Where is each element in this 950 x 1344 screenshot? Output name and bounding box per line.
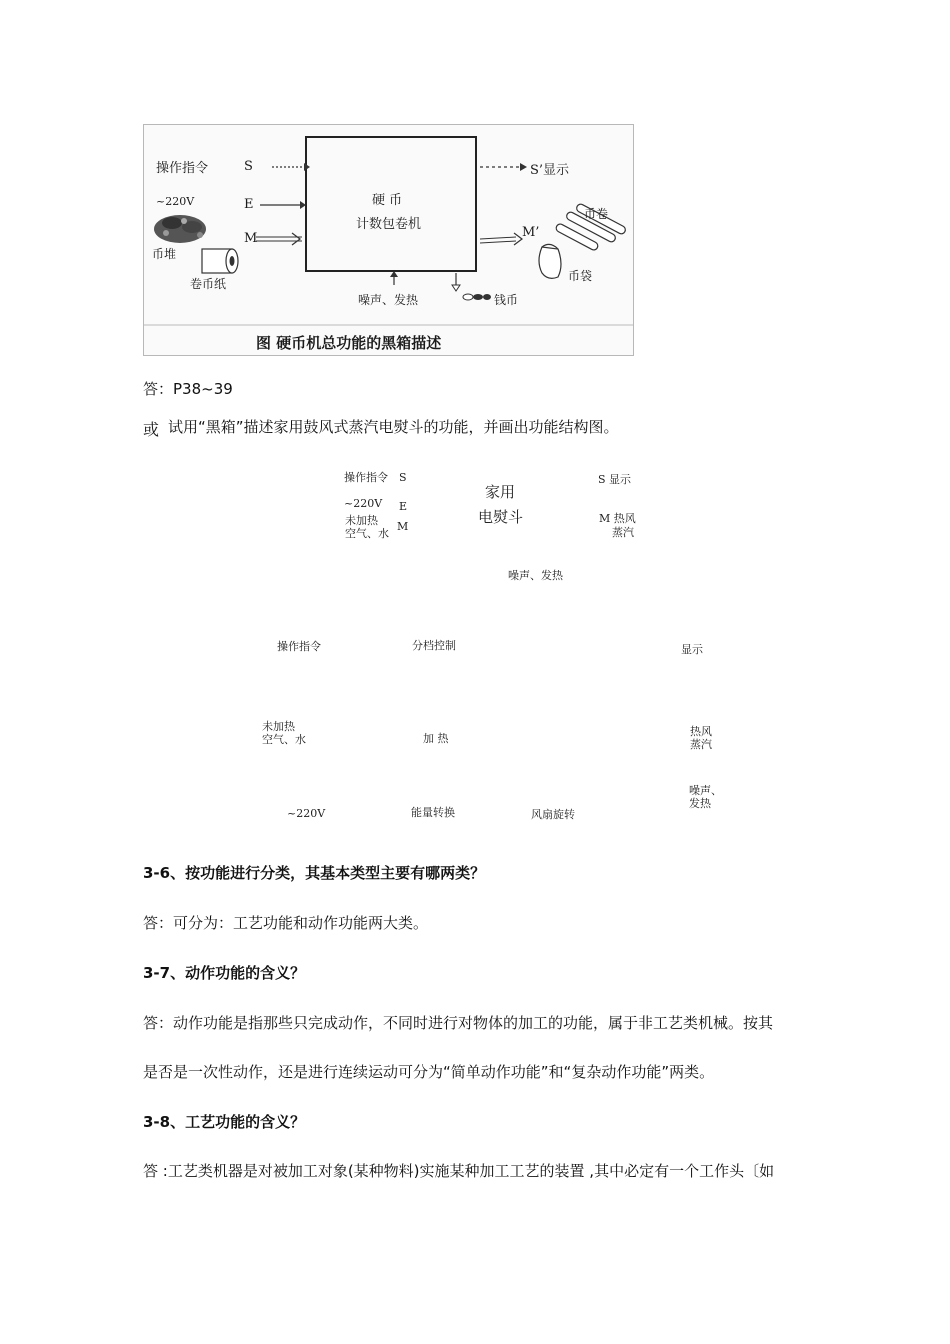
fs-gear-ctrl: 分档控制 xyxy=(412,639,456,652)
bb2-m: M xyxy=(397,520,409,533)
bb2-m-out-2: 蒸汽 xyxy=(612,526,634,539)
bb2-s-display: S 显示 xyxy=(598,473,632,486)
voltage-label: ~220V xyxy=(156,195,195,208)
bb2-box-2: 电熨斗 xyxy=(478,508,524,526)
fs-noise-1: 噪声、 xyxy=(689,784,722,797)
fs-hot-1: 热风 xyxy=(690,725,712,738)
fs-op-cmd: 操作指令 xyxy=(277,640,321,653)
op-cmd-label: 操作指令 xyxy=(156,161,209,176)
bb2-unheated-1: 未加热 xyxy=(345,514,378,527)
roll-paper-label: 卷币纸 xyxy=(190,277,227,291)
q36-title: 3-6、按功能进行分类，其基本类型主要有哪两类？ xyxy=(143,864,486,882)
fs-hot-2: 蒸汽 xyxy=(690,738,712,751)
m-prime-label: M’ xyxy=(522,225,540,240)
q37-answer-1: 答：动作功能是指那些只完成动作，不同时进行对物体的加工的功能，属于非工艺类机械。按其 xyxy=(143,1014,774,1032)
fs-unheated-1: 未加热 xyxy=(262,720,295,733)
bb2-op-cmd: 操作指令 xyxy=(344,471,388,484)
bb2-m-out-1: M 热风 xyxy=(599,512,636,525)
coin-pile-label: 币堆 xyxy=(152,247,177,261)
figure-caption: 图 硬币机总功能的黑箱描述 xyxy=(256,334,442,352)
fs-noise-2: 发热 xyxy=(689,797,711,810)
coin-label: 钱币 xyxy=(494,293,519,307)
q38-answer-1: 答 :工艺类机器是对被加工对象(某种物料)实施某种加工工艺的装置 ,其中必定有一个工作头〔如 xyxy=(143,1162,775,1180)
bb2-e: E xyxy=(399,500,408,513)
fs-display: 显示 xyxy=(681,643,703,656)
q37-title: 3-7、动作功能的含义？ xyxy=(143,964,306,982)
or-label: 或 xyxy=(143,420,160,439)
fs-fan: 风扇旋转 xyxy=(531,808,575,821)
fs-energy: 能量转换 xyxy=(411,806,455,819)
bb2-voltage: ~220V xyxy=(344,497,383,510)
coin-icon xyxy=(463,294,491,300)
fs-voltage: ~220V xyxy=(287,807,326,820)
coin-pile-icon xyxy=(154,215,206,243)
s-label: S xyxy=(244,159,253,174)
noise-heat-label: 噪声、发热 xyxy=(358,293,419,307)
q38-title: 3-8、工艺功能的含义？ xyxy=(143,1113,306,1131)
answer-ref: 答：P38~39 xyxy=(143,380,233,398)
m-label: M xyxy=(244,231,258,246)
question-text: 试用“黑箱”描述家用鼓风式蒸汽电熨斗的功能，并画出功能结构图。 xyxy=(168,418,619,436)
bb2-box-1: 家用 xyxy=(485,483,516,501)
s-display-label: S’显示 xyxy=(530,163,570,178)
roll-paper-icon xyxy=(202,249,238,273)
bb2-s: S xyxy=(399,471,407,484)
q37-answer-2: 是否是一次性动作，还是进行连续运动可分为“简单动作功能”和“复杂动作功能”两类。 xyxy=(143,1063,715,1081)
coin-bag-icon xyxy=(539,244,561,278)
e-label: E xyxy=(244,197,254,212)
q36-answer: 答：可分为：工艺功能和动作功能两大类。 xyxy=(143,914,429,932)
coin-bag-label: 币袋 xyxy=(568,269,593,283)
box-title-2: 计数包卷机 xyxy=(356,217,422,232)
coin-roll-label: 币卷 xyxy=(584,207,609,221)
bb2-noise: 噪声、发热 xyxy=(508,569,563,582)
fs-unheated-2: 空气、水 xyxy=(262,733,306,746)
coin-machine-figure xyxy=(143,124,634,356)
bb2-unheated-2: 空气、水 xyxy=(345,527,389,540)
box-title-1: 硬 币 xyxy=(372,193,403,208)
fs-heating: 加 热 xyxy=(423,732,449,745)
